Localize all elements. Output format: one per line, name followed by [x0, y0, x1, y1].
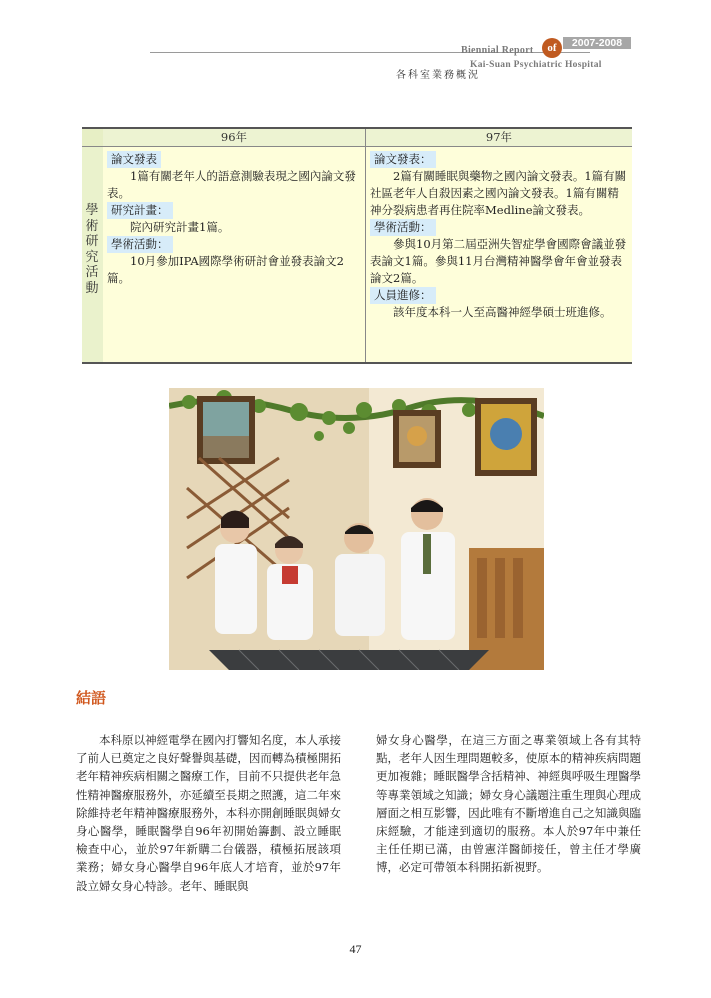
- hospital-name: Kai-Suan Psychiatric Hospital: [470, 60, 602, 70]
- page-number: 47: [349, 942, 362, 956]
- col-96-header: 96年: [103, 129, 366, 147]
- staff-group-photo: [169, 388, 544, 670]
- activity-text: 參與10月第二屆亞洲失智症學會國際會議並發表論文1篇。參與11月台灣精神醫學會年會並發表論文2篇。: [370, 237, 627, 285]
- staff-training-text: 該年度本科一人至高醫神經學碩士班進修。: [393, 305, 612, 319]
- conclusion-heading: 結語: [76, 689, 107, 707]
- staff-training-tag: 人員進修：: [370, 287, 436, 304]
- row-label: 學術研究活動: [85, 203, 99, 296]
- report-of-badge: of: [542, 38, 562, 58]
- section-title: 各科室業務概況: [396, 70, 480, 81]
- col-96-cell: [103, 147, 366, 362]
- research-tag: 研究計畫：: [107, 202, 173, 219]
- research-text: 院內研究計畫1篇。: [130, 220, 230, 234]
- academic-activity-table: [82, 127, 632, 364]
- publication-text: 1篇有關老年人的語意測驗表現之國內論文發表。: [107, 169, 356, 200]
- col-97-cell: [366, 147, 632, 362]
- publication-tag: 論文發表: [107, 151, 161, 168]
- conclusion-left-text: 本科原以神經電學在國內打響知名度，本人承接了前人已奠定之良好聲譽與基礎，因而轉為積極開拓老年精神疾病相關之醫療工作，目前不只提供老年急性精神醫療服務外，亦延續至長期之照護，這二年來除維持老年精神醫療服務外，本科亦開創睡眠與婦女身心醫學，睡眠醫學自96年初開始籌劃、設立睡眠檢查中心，並於97年新購二台儀器，積極拓展該項業務；婦女身心醫學自96年底人才培育，並於97年設立婦女身心特診。老年、睡眠與: [76, 733, 341, 893]
- publication-text: 2篇有關睡眠與藥物之國內論文發表。1篇有關社區老年人自殺因素之國內論文發表。1篇有關精神分裂病患者再住院率Medline論文發表。: [370, 169, 627, 217]
- activity-text: 10月參加IPA國際學術研討會並發表論文2篇。: [107, 254, 344, 285]
- conclusion-right-column: [376, 731, 641, 877]
- conclusion-right-text: 婦女身心醫學，在這三方面之專業領域上各有其特點，老年人因生理問題較多，使原本的精神疾病問題更加複雜；睡眠醫學含括精神、神經與呼吸生理醫學等專業領域之知識；婦女身心議題注重生理與心理成層面之相互影響，因此唯有不斷增進自己之知識與臨床經驗，才能達到適切的服務。本人於97年中兼任主任任期已滿，由曾憲洋醫師接任，曾主任才學廣博，必定可帶領本科開拓新視野。: [376, 733, 641, 875]
- activity-tag: 學術活動：: [370, 219, 436, 236]
- publication-tag: 論文發表：: [370, 151, 436, 168]
- report-years: 2007-2008: [563, 37, 631, 49]
- report-title: Biennial Report: [461, 45, 534, 56]
- activity-tag: 學術活動：: [107, 236, 173, 253]
- col-97-header: 97年: [366, 129, 632, 147]
- row-label-header: [82, 129, 103, 147]
- conclusion-left-column: [76, 731, 341, 895]
